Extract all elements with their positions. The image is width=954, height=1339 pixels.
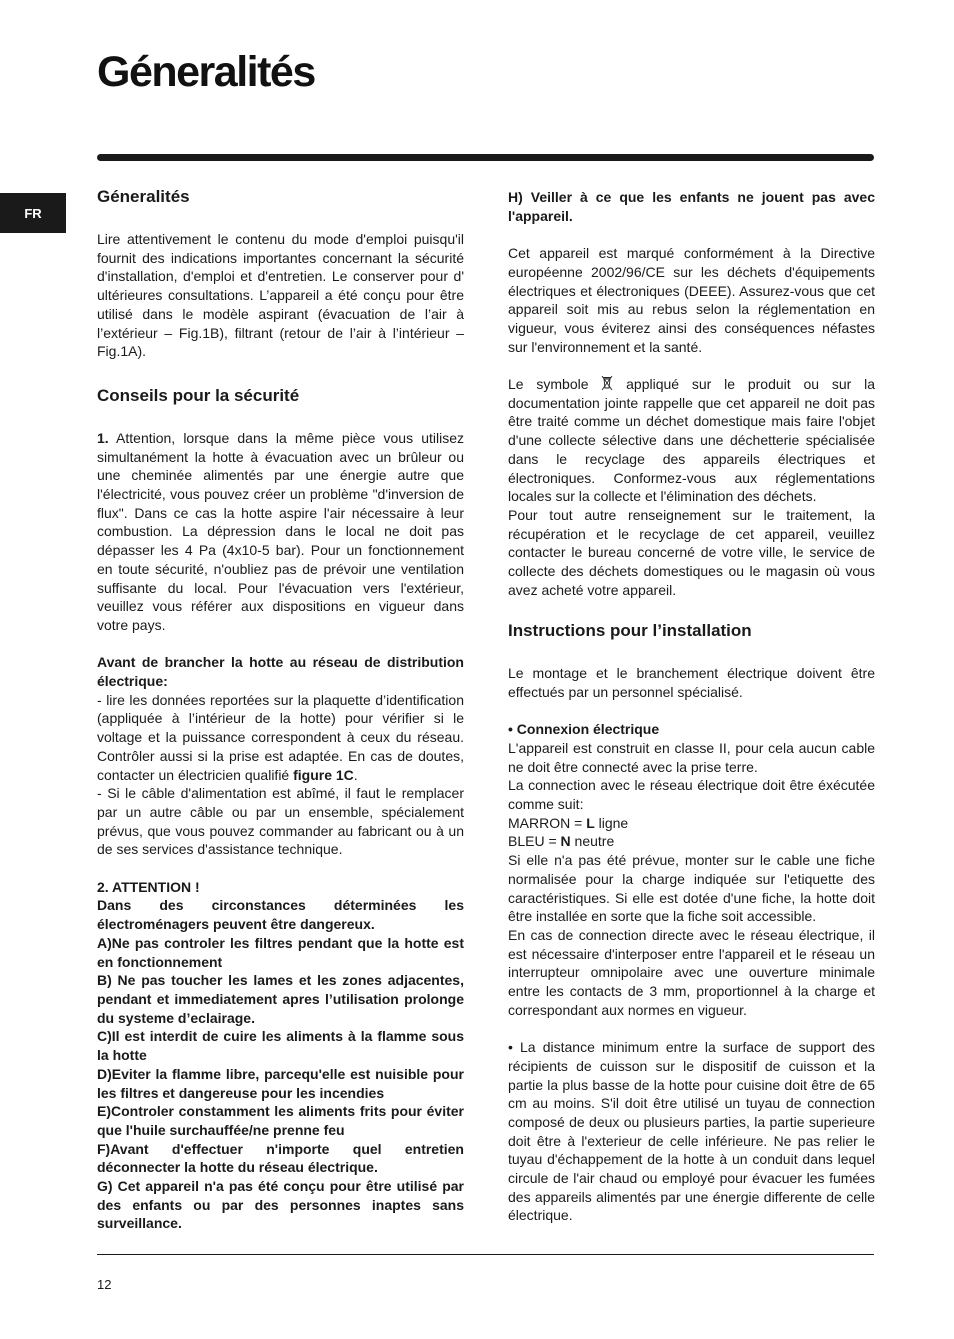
right-column xyxy=(508,184,875,1244)
text-segment: appliqué sur le produit ou sur la documentation jointe rappelle que cet appareil ne doit pas être traité comme un déchet domestique mais faire l'objet d'une collecte sélective dans une déchetterie spécialisée dans le recyclage des appareils électriques et électroniques. Conformez-vous aux réglementations locales sur la collecte et l'élimination des déchets. xyxy=(508,376,876,505)
paragraph-before-connect-a xyxy=(97,691,464,785)
item-text: Attention, lorsque dans la même pièce vous utilisez simultanément la hotte à évacuation avec un brûleur ou une cheminée alimentés par une énergie autre que l'électricité, vous pouvez créer un problème "d'inversion de flux". Dans ce cas la hotte aspire l'air nécessaire à leur combustion. La dépression dans le local ne doit pas dépasser les 4 Pa (4x10-5 bar). Pour un fonctionnement en toute sécurité, n'oubliez pas de prévoir une ventilation suffisante du local. Pour l'évacuation vers l'extérieur, veuillez vous référer aux dispositions en vigueur dans votre pays. xyxy=(97,429,464,633)
section-heading-general: Géneralités xyxy=(97,187,190,206)
attention-item-e: E)Controler constamment les aliments frits pour éviter que l'huile surchauffée/ne prenne feu xyxy=(97,1103,464,1138)
paragraph-symbol xyxy=(508,375,875,506)
figure-ref: figure 1C xyxy=(293,766,354,783)
connection-text-2: La connection avec le réseau électrique doit être éxécutée comme suit: xyxy=(508,777,875,813)
text-segment: ligne xyxy=(594,814,629,831)
page-title: Géneralités xyxy=(97,48,315,96)
paragraph-deee: Cet appareil est marqué conformément à la Directive européenne 2002/96/CE sur les déchets d'équipements électriques et électroniques (DEEE). Assurez-vous que cet appareil soit mis au rebus selon la réglementation en vigueur, vous éviterez ainsi des conséquences néfastes sur l'environnement et la santé. xyxy=(508,245,875,355)
attention-item-b: B) Ne pas toucher les lames et les zones adjacentes, pendant et immediatement apres l’utilisation prolonge du systeme d’eclairage. xyxy=(97,972,464,1026)
paragraph-before-connect-heading: Avant de brancher la hotte au réseau de distribution électrique: xyxy=(97,654,464,690)
attention-heading: 2. ATTENTION ! xyxy=(97,878,200,895)
connection-text-1: L'appareil est construit en classe II, pour cela aucun cable ne doit être connecté avec la prise terre. xyxy=(508,739,875,775)
paragraph-installation: Le montage et le branchement électrique doivent être effectués par un personnel spécialisé. xyxy=(508,665,875,700)
text-segment: neutre xyxy=(570,833,615,850)
text-segment: Le symbole xyxy=(508,376,602,392)
paragraph-safety-1 xyxy=(97,429,464,635)
text-segment: L xyxy=(586,814,595,831)
page-number: 12 xyxy=(97,1277,112,1292)
wire-blue xyxy=(508,832,875,851)
attention-item-a: A)Ne pas controler les filtres pendant que la hotte est en fonctionnement xyxy=(97,934,464,970)
header-rule xyxy=(97,154,874,161)
attention-intro: Dans des circonstances déterminées les électroménagers peuvent être dangereux. xyxy=(97,897,464,933)
section-heading-safety: Conseils pour la sécurité xyxy=(97,385,300,405)
attention-item-h: H) Veiller à ce que les enfants ne jouent pas avec l'appareil. xyxy=(508,189,875,224)
text-segment: - lire les données reportées sur la plaquette d’identification (appliquée à l’intérieur de la hotte) pour vérifier si le voltage et la puissance correspondent à ceux du réseau. Contrôler aussi si la prise est adaptée. En cas de doutes, contacter un électricien qualifié xyxy=(97,691,464,783)
connection-text-3: Si elle n'a pas été prévue, monter sur le cable une fiche normalisée pour la charge indiquée sur l'etiquette des caractéristiques. Si elle est dotée d'une fiche, la hotte doit être installée en sorte que la fiche soit accessible. xyxy=(508,852,875,925)
crossed-bin-icon xyxy=(601,375,613,391)
text-segment: MARRON = xyxy=(508,814,587,831)
paragraph-general: Lire attentivement le contenu du mode d'emploi puisqu'il fournit des indications importantes concernant la sécurité d'installation, d'emploi et d'entretien. Le conserver pour d' ultérieures consultations. L’appareil a été conçu pour être utilisé dans le modèle aspirant (évacuation de l’air à l’extérieur – Fig.1B), filtrant (retour de l’air à l’intérieur – Fig.1A). xyxy=(97,231,464,360)
paragraph-before-connect-b: - Si le câble d'alimentation est abîmé, il faut le remplacer par un autre câble ou par un ensemble, spécialement prévus, que vous pouvez commander au fabricant ou à un de ses services d'assistance technique. xyxy=(97,785,464,858)
wire-brown xyxy=(508,814,875,833)
left-column xyxy=(97,184,464,1233)
attention-item-d: D)Eviter la flamme libre, parcequ'elle est nuisible pour les filtres et dangereuse pour les incendies xyxy=(97,1065,464,1101)
language-tab: FR xyxy=(0,193,66,233)
attention-item-g: G) Cet appareil n'a pas été conçu pour être utilisé par des enfants ou par des personnes inaptes sans surveillance. xyxy=(97,1178,464,1232)
item-number: 1. xyxy=(97,429,109,446)
attention-item-f: F)Avant d'effectuer n'importe quel entretien déconnecter la hotte du réseau électrique. xyxy=(97,1140,464,1176)
section-heading-installation: Instructions pour l’installation xyxy=(508,621,752,641)
text-segment: N xyxy=(560,833,571,850)
paragraph-more-info: Pour tout autre renseignement sur le traitement, la récupération et le recyclage de cet appareil, veuillez contacter le bureau concerné de votre ville, le service de collecte des déchets domestiques ou le magasin où vous avez acheté votre appareil. xyxy=(508,506,875,598)
text-segment: . xyxy=(353,766,358,783)
footer-rule xyxy=(97,1254,874,1255)
connection-heading: • Connexion électrique xyxy=(508,721,660,738)
text-segment: BLEU = xyxy=(508,833,561,850)
connection-text-4: En cas de connection directe avec le réseau électrique, il est nécessaire d'interposer entre l'appareil et le réseau un interrupteur omnipolaire avec une ouverture minimale entre les contacts de 3 mm, proportionnel à la charge et correspondant aux normes en vigueur. xyxy=(508,926,875,1018)
attention-item-c: C)Il est interdit de cuire les aliments à la flamme sous la hotte xyxy=(97,1028,464,1064)
paragraph-distance: • La distance minimum entre la surface de support des récipients de cuisson sur le dispositif de cuisson et la partie la plus basse de la hotte pour cuisine doit être de 65 cm au moins. S'il doit être utilisé un tuyau de connection composé de deux ou plusieurs parties, la partie superieure doit être à l'exterieur de celle inférieure. Ne pas relier le tuyau d'échappement de la hotte à un conduit dans lequel circule de l'air chaud ou employé pour évacuer les fumées des appareils alimentés par une énergie differente de celle électrique. xyxy=(508,1039,875,1224)
